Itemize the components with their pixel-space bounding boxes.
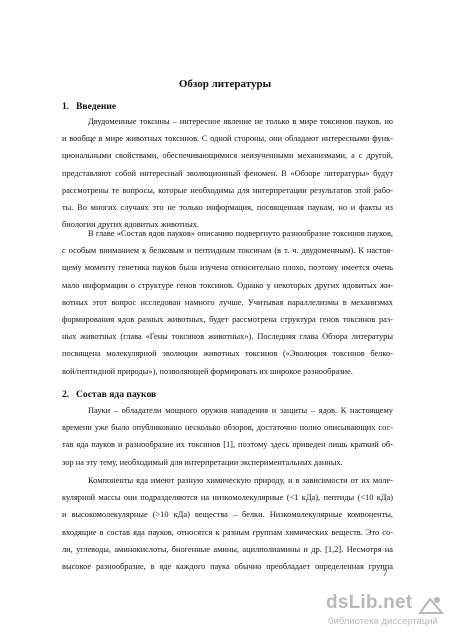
text-line: рассмотрены те вопросы, которые необходимы для интерпретации результатов этой рабо- (62, 185, 393, 195)
text-line: вой/пептидной природы»), позволяющей формировать их широкое разнообразие. (62, 366, 353, 376)
text-line: времени уже было опубликовано несколько обзоров, достаточно полно описывающих сос- (62, 423, 393, 433)
text-line: ли, углеводы, аминокислоты, биогенные амины, ацилполиамины и др. [1,2]. Несмотря на (62, 544, 393, 554)
text-line: с особым вниманием к белковым и пептидным токсинам (в т. ч. двудоменным). К настоя- (62, 246, 393, 256)
text-line: и вообще в мире животных токсинов. С одной стороны, они обладают интересными функ- (62, 134, 393, 144)
section-title: Состав яда пауков (76, 389, 157, 400)
text-line: формирования ядов разных животных, будет рассмотрена структура генов токсинов раз- (62, 314, 393, 324)
watermark-text: dsLib.net (326, 592, 413, 613)
text-line: В главе «Состав ядов пауков» описанию подвергнуто разнообразие токсинов пауков, (88, 229, 393, 238)
text-line: Пауки – обладатели мощного оружия нападения и защиты – ядов. К настоящему (88, 406, 393, 415)
text-line: Двудоменные токсины – интересное явление не только в мире токсинов пауков, но (88, 117, 393, 126)
section-number: 2. (62, 389, 70, 400)
text-line: кулярной массы они подразделяются на низкомолекулярные (<1 кДа), пептиды (<10 кДа) (62, 493, 393, 503)
text-line: циональными свойствами, обеспечивающимися неизученными механизмами, а с другой, (62, 151, 393, 161)
section-title: Введение (76, 101, 117, 112)
section-heading-venom (62, 389, 156, 400)
text-line: биологии других ядовитых животных. (62, 220, 200, 230)
text-line: представляют собой интересный эволюционный феномен. В «Обзоре литературы» будут (62, 168, 393, 178)
paragraph-intro-1 (62, 113, 393, 233)
watermark-subtitle: библиотека диссертаций (328, 616, 438, 627)
section-number: 1. (62, 101, 70, 112)
paragraph-intro-2 (62, 225, 393, 380)
text-line: ты. Во многих случаях это не только информация, посвященная паукам, но и факты из (62, 202, 393, 212)
dslib-logo-icon (418, 595, 444, 615)
watermark (326, 592, 448, 632)
section-heading-intro (62, 101, 116, 112)
text-line: высокое разнообразие, в яде каждого паука обычно преобладает определенная группа (62, 561, 393, 571)
text-line: зор на эту тему, необходимый для интерпретации экспериментальных данных. (62, 457, 343, 467)
text-line: посвящена молекулярной эволюции животных токсинов («Эволюция токсинов белко- (62, 349, 393, 359)
text-line: ных животных (глава «Гены токсинов животных»). Последняя глава Обзора литературы (62, 332, 393, 342)
page-number: 7 (383, 568, 388, 578)
text-line: и высокомолекулярные (>10 кДа) вещества – белки. Низкомолекулярные компоненты, (62, 510, 393, 520)
text-line: тав яда пауков и разнообразие их токсинов [1], поэтому здесь приведен лишь краткий об- (62, 440, 393, 450)
text-line: вотных этот вопрос исследован намного лучше. Учитывая параллелизмы в механизмах (62, 297, 393, 307)
paragraph-venom-1 (62, 402, 393, 471)
paragraph-venom-2 (62, 472, 393, 575)
text-line: щему моменту генетика пауков была изучена относительно плохо, поэтому имеется очень (62, 263, 393, 273)
text-line: входящие в состав яда пауков, относятся к разным группам химических веществ. Это со- (62, 527, 393, 537)
text-line: мало информации о структуре генов токсинов. Однако у некоторых других ядовитых жи- (62, 280, 393, 290)
text-line: Компоненты яда имеют разную химическую природу, и в зависимости от их моле- (88, 476, 393, 485)
page-title: Обзор литературы (178, 78, 272, 90)
